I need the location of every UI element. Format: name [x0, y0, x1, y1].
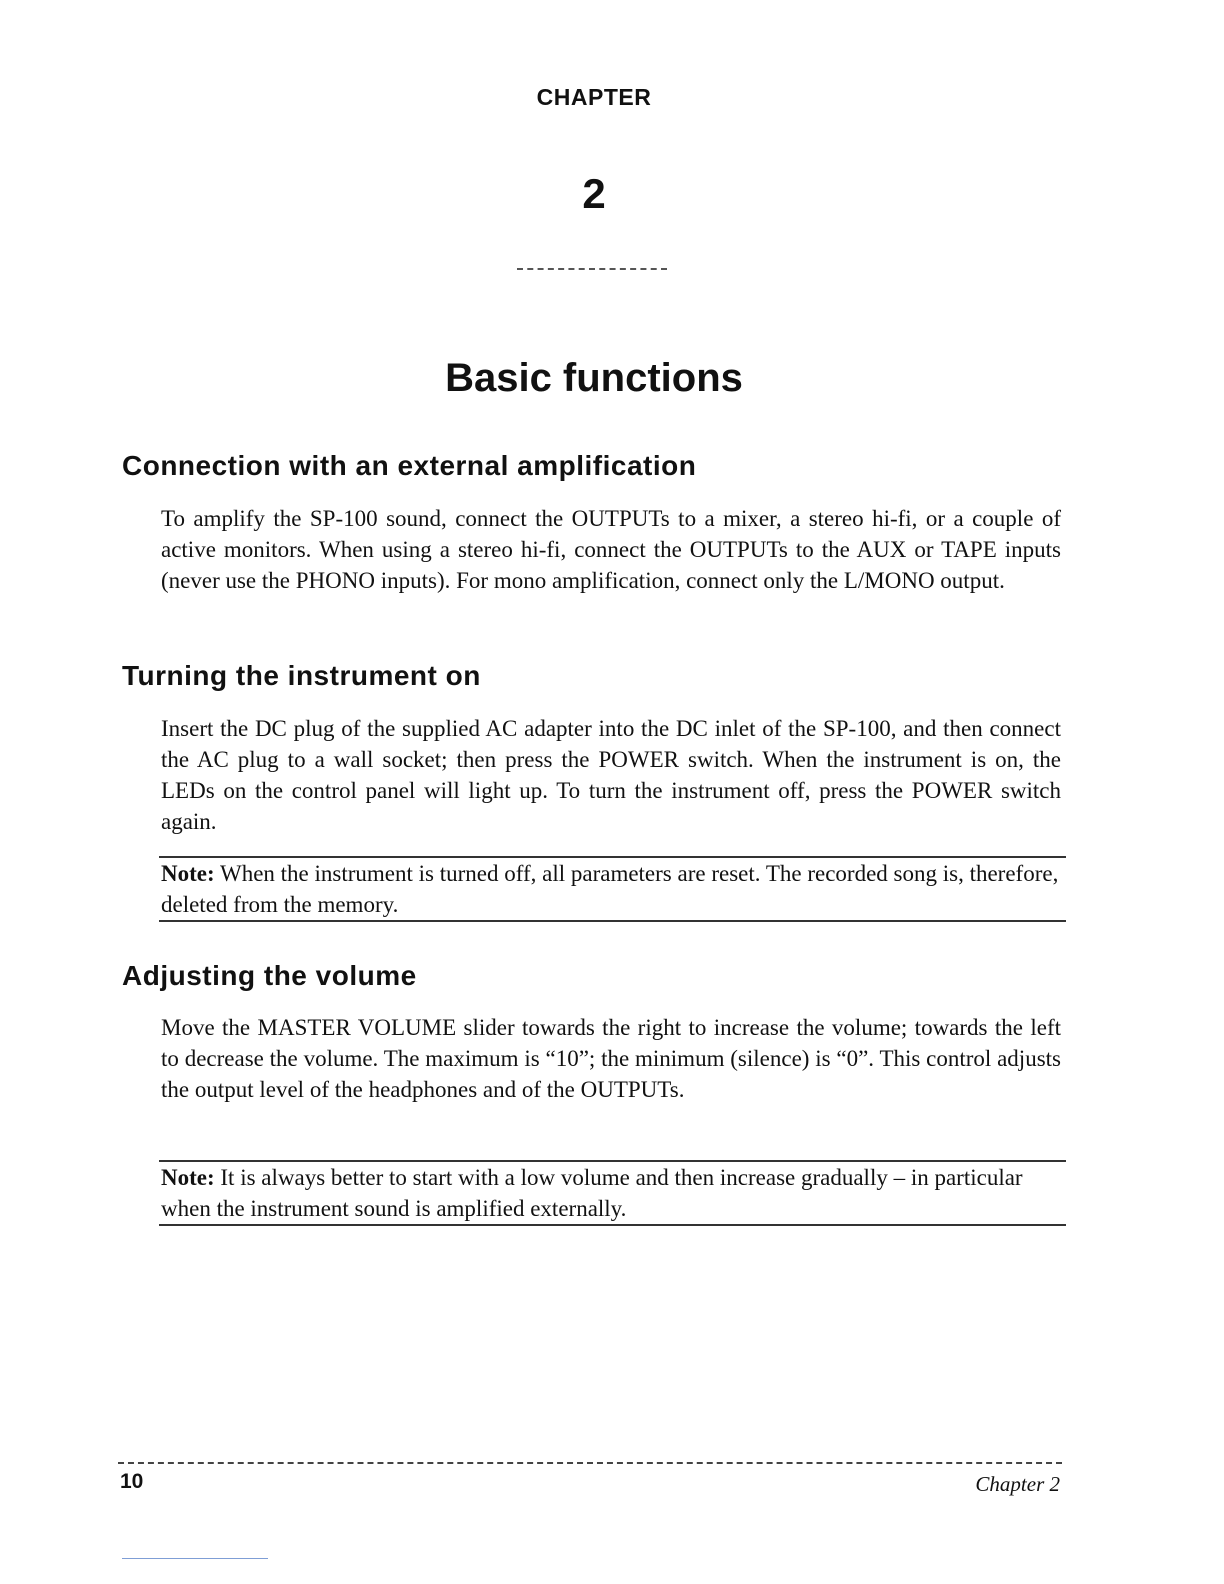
- paragraph-power-on: Insert the DC plug of the supplied AC adapter into the DC inlet of the SP-100, and then connect the AC plug to a wall socket; then press the POWER switch. When the instrument is on, the LEDs on the control panel will light up. To turn the instrument off, press the POWER switch again.: [161, 716, 1061, 834]
- paragraph-volume: Move the MASTER VOLUME slider towards the right to increase the volume; towards the left to decrease the volume. The maximum is “10”; the minimum (silence) is “0”. This control adjusts the output level of the headphones and of the OUTPUTs.: [161, 1015, 1061, 1102]
- footer-divider: [118, 1462, 1062, 1464]
- page-title: Basic functions: [445, 356, 743, 400]
- note-power-off: [159, 856, 1066, 922]
- chapter-label: CHAPTER: [536, 84, 652, 110]
- note-label: Note:: [161, 1165, 215, 1190]
- note-label: Note:: [161, 861, 215, 886]
- paragraph-amplification: To amplify the SP-100 sound, connect the OUTPUTs to a mixer, a stereo hi-fi, or a couple of active monitors. When using a stereo hi-fi, connect the OUTPUTs to the AUX or TAPE inputs (never use the PHONO inputs). For mono amplification, connect only the L/MONO output.: [161, 506, 1061, 593]
- chapter-number: 2: [582, 170, 606, 217]
- running-footer: Chapter 2: [975, 1472, 1060, 1496]
- page-number: 10: [120, 1470, 144, 1493]
- blue-underline: [122, 1558, 268, 1559]
- note-volume: [159, 1160, 1066, 1226]
- section-heading-amplification: Connection with an external amplification: [122, 450, 697, 481]
- note-text: When the instrument is turned off, all parameters are reset. The recorded song is, therefore, deleted from the memory.: [161, 861, 1059, 917]
- section-heading-volume: Adjusting the volume: [122, 960, 417, 991]
- chapter-divider: [517, 268, 667, 270]
- section-heading-power-on: Turning the instrument on: [122, 660, 481, 691]
- note-text: It is always better to start with a low volume and then increase gradually – in particular when the instrument sound is amplified externally.: [161, 1165, 1023, 1221]
